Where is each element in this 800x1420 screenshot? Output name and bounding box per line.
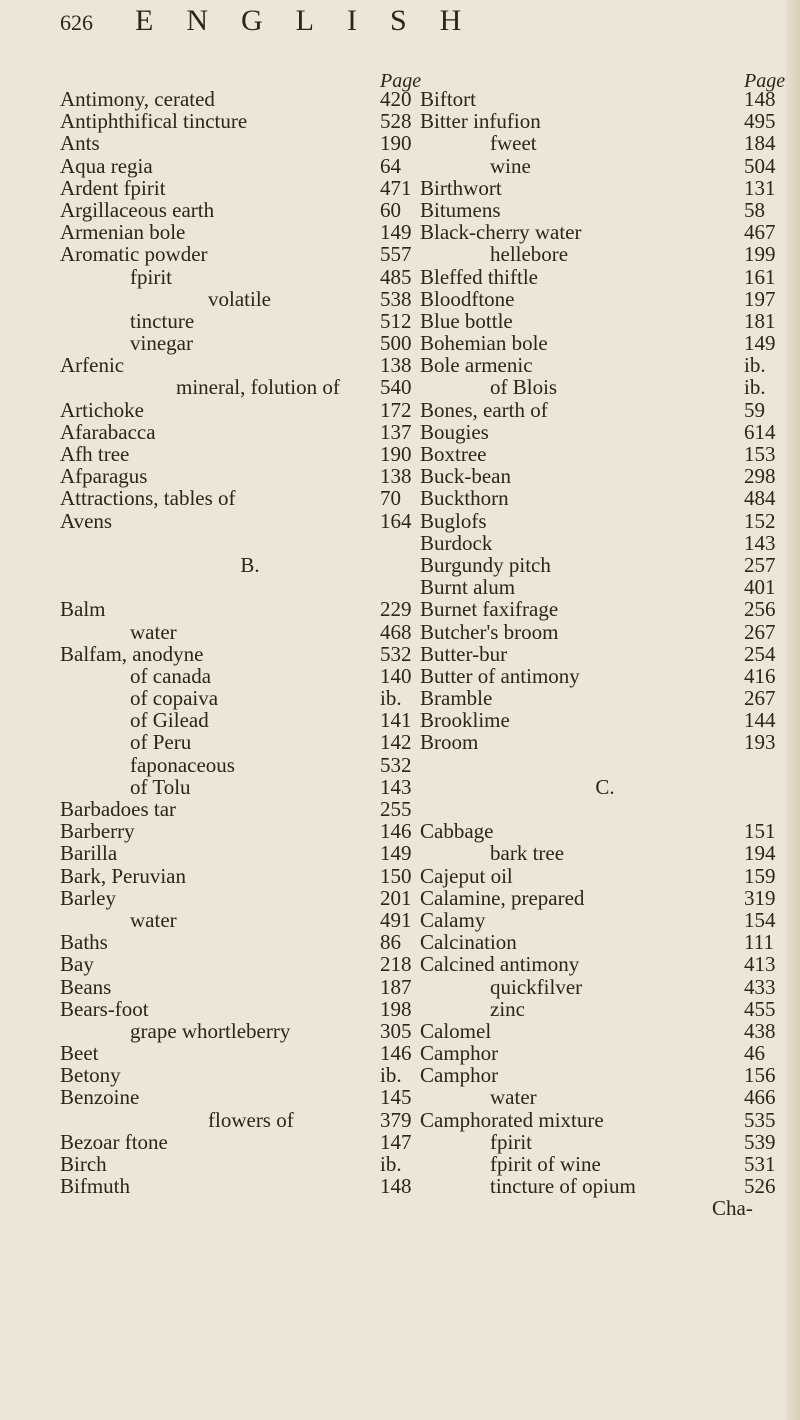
entry-term: Calcination [420, 930, 517, 955]
entry-term: Camphorated mixture [420, 1107, 604, 1132]
entry-term: Cajeput oil [420, 863, 513, 888]
entry-page-number: 528 [380, 109, 412, 134]
entry-page-number: 540 [380, 375, 412, 400]
index-entry [420, 909, 790, 931]
entry-page-number: 199 [744, 242, 776, 267]
entry-term: volatile [208, 286, 271, 311]
entry-page-number: 218 [380, 952, 412, 977]
entry-term: Bark, Peruvian [60, 863, 186, 888]
entry-page-number: 86 [380, 930, 401, 955]
entry-page-number: 467 [744, 220, 776, 245]
entry-page-number: 144 [744, 708, 776, 733]
index-entry [60, 976, 440, 998]
entry-page-number: 164 [380, 508, 412, 533]
index-entry [60, 931, 440, 953]
index-entry [420, 376, 790, 398]
index-entry [420, 110, 790, 132]
entry-page-number: 149 [744, 331, 776, 356]
index-entry [60, 354, 440, 376]
index-entry [60, 88, 440, 110]
entry-term: Barberry [60, 819, 135, 844]
entry-page-number: 420 [380, 87, 412, 111]
index-entry [60, 1042, 440, 1064]
left-page-column-label: Page [380, 70, 422, 92]
entry-page-number: 143 [380, 774, 412, 799]
entry-page-number: 504 [744, 153, 776, 178]
entry-page-number: 138 [380, 464, 412, 489]
entry-term: tincture of opium [490, 1174, 636, 1199]
index-entry [420, 532, 790, 554]
entry-term: Bitumens [420, 197, 501, 222]
entry-term: fweet [490, 131, 537, 156]
index-entry [60, 332, 440, 354]
index-entry [420, 1175, 790, 1197]
index-entry [60, 155, 440, 177]
entry-term: Bougies [420, 419, 489, 444]
entry-term: tincture [130, 308, 195, 333]
entry-page-number: 401 [744, 575, 776, 600]
entry-term: Artichoke [60, 397, 144, 422]
entry-page-number: 137 [380, 419, 412, 444]
entry-page-number: ib. [380, 1063, 402, 1088]
index-entry [420, 1020, 790, 1042]
entry-term: fpirit [130, 264, 172, 289]
entry-page-number: 255 [380, 797, 412, 821]
index-entry [60, 421, 440, 443]
index-entry [420, 643, 790, 665]
index-entry [420, 576, 790, 598]
entry-page-number: 413 [744, 952, 776, 977]
index-entry [420, 1086, 790, 1108]
entry-page-number: 190 [380, 131, 412, 156]
entry-term: Butcher's broom [420, 619, 559, 644]
entry-page-number: 140 [380, 663, 412, 688]
index-entry [420, 155, 790, 177]
catchword: Cha- [712, 1196, 753, 1221]
entry-page-number: 152 [744, 508, 776, 533]
entry-page-number: 172 [380, 397, 412, 422]
index-entry [420, 88, 790, 110]
entry-page-number: 539 [744, 1129, 776, 1154]
index-entry [420, 1197, 790, 1219]
index-entry [420, 354, 790, 376]
entry-page-number: 141 [380, 708, 412, 733]
index-entry [60, 621, 440, 643]
entry-page-number: ib. [744, 375, 766, 400]
section-letter: C. [595, 774, 615, 799]
entry-term: of Blois [490, 375, 558, 400]
entry-term: hellebore [490, 242, 569, 267]
entry-page-number: 146 [380, 819, 412, 844]
index-entry [60, 288, 440, 310]
entry-term: quickfilver [490, 974, 583, 999]
entry-term: vinegar [130, 331, 193, 356]
entry-page-number: 154 [744, 907, 776, 932]
entry-page-number: 267 [744, 619, 776, 644]
entry-page-number: 438 [744, 1018, 776, 1043]
entry-page-number: 532 [380, 641, 412, 666]
index-entry [60, 266, 440, 288]
index-entry [60, 1131, 440, 1153]
index-entry [60, 953, 440, 975]
entry-page-number: 149 [380, 841, 412, 866]
entry-page-number: 46 [744, 1041, 765, 1066]
entry-page-number: 184 [744, 131, 776, 156]
entry-page-number: 267 [744, 686, 776, 711]
entry-term: Beet [60, 1041, 99, 1066]
entry-page-number: 229 [380, 597, 412, 622]
entry-page-number: 257 [744, 552, 776, 577]
index-entry [60, 598, 440, 620]
index-entry [60, 731, 440, 753]
index-entry [60, 1020, 440, 1042]
blank-line [60, 532, 440, 554]
entry-term: Bitter infufion [420, 109, 541, 134]
index-entry [420, 842, 790, 864]
entry-page-number: 535 [744, 1107, 776, 1132]
index-entry [420, 709, 790, 731]
entry-term: Armenian bole [60, 220, 186, 245]
entry-page-number: 159 [744, 863, 776, 888]
entry-page-number: 485 [380, 264, 412, 289]
entry-term: faponaceous [130, 752, 235, 777]
entry-term: Burdock [420, 530, 493, 555]
entry-page-number: 471 [380, 175, 412, 200]
index-entry [420, 665, 790, 687]
index-entry [60, 1109, 440, 1131]
entry-page-number: 416 [744, 663, 776, 688]
entry-page-number: 145 [380, 1085, 412, 1110]
entry-term: Aromatic powder [60, 242, 208, 267]
entry-page-number: 557 [380, 242, 412, 267]
entry-term: Bones, earth of [420, 397, 548, 422]
entry-page-number: 148 [380, 1174, 412, 1199]
entry-page-number: 59 [744, 397, 765, 422]
index-entry [60, 709, 440, 731]
index-entry [420, 310, 790, 332]
index-entry [60, 909, 440, 931]
entry-page-number: 131 [744, 175, 776, 200]
entry-term: grape whortleberry [130, 1018, 291, 1043]
entry-term: Afh tree [60, 442, 130, 466]
entry-term: fpirit of wine [490, 1152, 601, 1176]
entry-term: Antiphthifical tincture [60, 109, 248, 134]
entry-page-number: 433 [744, 974, 776, 999]
entry-page-number: 298 [744, 464, 776, 489]
entry-page-number: 197 [744, 286, 776, 311]
entry-page-number: 500 [380, 331, 412, 356]
blank-line [60, 576, 440, 598]
entry-page-number: 614 [744, 419, 776, 444]
index-entry [60, 865, 440, 887]
entry-page-number: ib. [744, 353, 766, 378]
index-entry [420, 177, 790, 199]
entry-term: Barilla [60, 841, 118, 866]
index-entry [60, 776, 440, 798]
entry-term: of Tolu [130, 774, 191, 799]
entry-term: Barley [60, 885, 116, 910]
index-entry [420, 887, 790, 909]
blank-line [420, 798, 790, 820]
entry-page-number: 495 [744, 109, 776, 134]
entry-term: Bohemian bole [420, 331, 548, 356]
entry-page-number: 138 [380, 353, 412, 378]
entry-page-number: 147 [380, 1129, 412, 1154]
index-entry [420, 621, 790, 643]
entry-page-number: 190 [380, 442, 412, 466]
entry-term: Bezoar ftone [60, 1129, 168, 1154]
index-entry [420, 399, 790, 421]
index-entry [420, 598, 790, 620]
entry-term: Aqua regia [60, 153, 153, 178]
entry-term: water [130, 619, 177, 644]
entry-term: Bifmuth [60, 1174, 131, 1199]
entry-page-number: 70 [380, 486, 401, 511]
index-entry [60, 110, 440, 132]
entry-term: of copaiva [130, 686, 219, 711]
index-entry [60, 310, 440, 332]
entry-page-number: 153 [744, 442, 776, 466]
entry-page-number: 111 [744, 930, 774, 955]
index-entry [60, 1175, 440, 1197]
entry-page-number: 256 [744, 597, 776, 622]
index-entry [60, 887, 440, 909]
index-entry [420, 199, 790, 221]
entry-term: Birch [60, 1152, 107, 1176]
entry-term: fpirit [490, 1129, 532, 1154]
entry-term: of canada [130, 663, 212, 688]
entry-term: water [490, 1085, 537, 1110]
entry-term: Butter-bur [420, 641, 508, 666]
entry-page-number: 156 [744, 1063, 776, 1088]
blank-line [420, 754, 790, 776]
index-entry [420, 421, 790, 443]
entry-page-number: 526 [744, 1174, 776, 1199]
entry-page-number: 187 [380, 974, 412, 999]
entry-term: Bleffed thiftle [420, 264, 538, 289]
entry-page-number: 455 [744, 996, 776, 1021]
entry-page-number: 181 [744, 308, 776, 333]
index-entry [420, 443, 790, 465]
page-number: 626 [60, 10, 93, 35]
entry-term: Argillaceous earth [60, 197, 215, 222]
entry-term: of Gilead [130, 708, 209, 733]
index-entry [60, 465, 440, 487]
entry-term: Butter of antimony [420, 663, 580, 688]
index-entry [420, 953, 790, 975]
entry-term: Antimony, cerated [60, 87, 215, 111]
index-entry [420, 1109, 790, 1131]
entry-page-number: 254 [744, 641, 776, 666]
entry-page-number: 531 [744, 1152, 776, 1176]
entry-page-number: 491 [380, 907, 412, 932]
entry-page-number: 379 [380, 1107, 412, 1132]
index-entry [420, 731, 790, 753]
index-entry [420, 554, 790, 576]
entry-page-number: 538 [380, 286, 412, 311]
entry-term: Bloodftone [420, 286, 515, 311]
entry-page-number: 319 [744, 885, 776, 910]
index-entry [60, 643, 440, 665]
section-letter: B. [240, 552, 260, 577]
entry-page-number: 142 [380, 730, 412, 755]
entry-term: of Peru [130, 730, 192, 755]
index-column-right [420, 88, 790, 1220]
entry-term: Brooklime [420, 708, 510, 733]
entry-term: Ardent fpirit [60, 175, 166, 200]
entry-page-number: 305 [380, 1018, 412, 1043]
entry-term: bark tree [490, 841, 565, 866]
entry-term: Buck-bean [420, 464, 511, 489]
entry-term: Benzoine [60, 1085, 140, 1110]
index-entry [420, 332, 790, 354]
entry-term: Afarabacca [60, 419, 156, 444]
entry-term: water [130, 907, 177, 932]
index-entry [60, 510, 440, 532]
entry-term: zinc [490, 996, 525, 1021]
entry-page-number: 150 [380, 863, 412, 888]
index-entry [420, 1153, 790, 1175]
index-entry [60, 754, 440, 776]
entry-page-number: 512 [380, 308, 412, 333]
entry-page-number: ib. [380, 686, 402, 711]
index-entry [420, 998, 790, 1020]
entry-page-number: 194 [744, 841, 776, 866]
entry-page-number: 466 [744, 1085, 776, 1110]
index-entry [420, 266, 790, 288]
entry-page-number: 149 [380, 220, 412, 245]
entry-term: Bay [60, 952, 94, 977]
entry-page-number: 484 [744, 486, 776, 511]
entry-page-number: 532 [380, 752, 412, 777]
index-entry [60, 687, 440, 709]
entry-term: Bears-foot [60, 996, 149, 1021]
entry-term: Baths [60, 930, 108, 955]
entry-term: Calamine, prepared [420, 885, 585, 910]
entry-page-number: ib. [380, 1152, 402, 1176]
section-letter-heading [420, 776, 790, 798]
index-entry [60, 798, 440, 820]
index-entry [60, 199, 440, 221]
section-letter-heading [60, 554, 440, 576]
index-entry [60, 487, 440, 509]
index-entry [60, 376, 440, 398]
index-entry [420, 487, 790, 509]
entry-term: Buckthorn [420, 486, 509, 511]
entry-term: Balm [60, 597, 106, 622]
entry-page-number: 193 [744, 730, 776, 755]
entry-term: Blue bottle [420, 308, 513, 333]
entry-page-number: 201 [380, 885, 412, 910]
entry-term: Beans [60, 974, 112, 999]
right-page-column-label: Page [744, 70, 786, 92]
index-entry [60, 842, 440, 864]
entry-term: Barbadoes tar [60, 797, 177, 821]
entry-term: Betony [60, 1063, 121, 1088]
entry-page-number: 161 [744, 264, 776, 289]
index-entry [420, 243, 790, 265]
entry-term: Avens [60, 508, 113, 533]
index-entry [60, 998, 440, 1020]
entry-page-number: 468 [380, 619, 412, 644]
index-entry [60, 132, 440, 154]
entry-term: Afparagus [60, 464, 148, 489]
index-entry [60, 1064, 440, 1086]
entry-term: Burnet faxifrage [420, 597, 559, 622]
entry-term: Camphor [420, 1063, 499, 1088]
entry-term: mineral, folution of [176, 375, 340, 400]
entry-term: Cabbage [420, 819, 494, 844]
entry-term: Birthwort [420, 175, 502, 200]
entry-page-number: 148 [744, 87, 776, 111]
entry-page-number: 64 [380, 153, 401, 178]
entry-term: Ants [60, 131, 100, 156]
entry-term: Calomel [420, 1018, 492, 1043]
index-entry [60, 443, 440, 465]
entry-term: Boxtree [420, 442, 487, 466]
entry-term: Bramble [420, 686, 493, 711]
running-header [60, 4, 494, 54]
index-entry [60, 177, 440, 199]
entry-page-number: 60 [380, 197, 401, 222]
index-entry [60, 399, 440, 421]
index-entry [420, 221, 790, 243]
entry-term: Balfam, anodyne [60, 641, 204, 666]
index-entry [60, 1086, 440, 1108]
entry-page-number: 146 [380, 1041, 412, 1066]
entry-term: Calamy [420, 907, 486, 932]
entry-term: Burgundy pitch [420, 552, 551, 577]
index-entry [420, 1064, 790, 1086]
index-entry [420, 288, 790, 310]
index-entry [60, 1153, 440, 1175]
index-entry [420, 1042, 790, 1064]
entry-term: Biftort [420, 87, 476, 111]
header-title: ENGLISH [135, 4, 495, 37]
index-entry [420, 510, 790, 532]
index-entry [60, 221, 440, 243]
entry-page-number: 58 [744, 197, 765, 222]
index-entry [420, 976, 790, 998]
index-entry [420, 931, 790, 953]
index-entry [60, 243, 440, 265]
index-entry [420, 1131, 790, 1153]
entry-term: flowers of [208, 1107, 294, 1132]
entry-page-number: 198 [380, 996, 412, 1021]
entry-term: Calcined antimony [420, 952, 580, 977]
entry-page-number: 143 [744, 530, 776, 555]
entry-term: wine [490, 153, 531, 178]
entry-term: Buglofs [420, 508, 487, 533]
entry-term: Bole armenic [420, 353, 533, 378]
index-entry [420, 132, 790, 154]
index-entry [60, 820, 440, 842]
index-entry [420, 687, 790, 709]
index-column-left [60, 88, 440, 1197]
entry-term: Arfenic [60, 353, 125, 378]
entry-term: Camphor [420, 1041, 499, 1066]
entry-term: Broom [420, 730, 479, 755]
entry-term: Attractions, tables of [60, 486, 236, 511]
index-entry [420, 865, 790, 887]
index-entry [420, 465, 790, 487]
index-entry [60, 665, 440, 687]
entry-term: Burnt alum [420, 575, 516, 600]
entry-term: Black-cherry water [420, 220, 582, 245]
index-entry [420, 820, 790, 842]
entry-page-number: 151 [744, 819, 776, 844]
